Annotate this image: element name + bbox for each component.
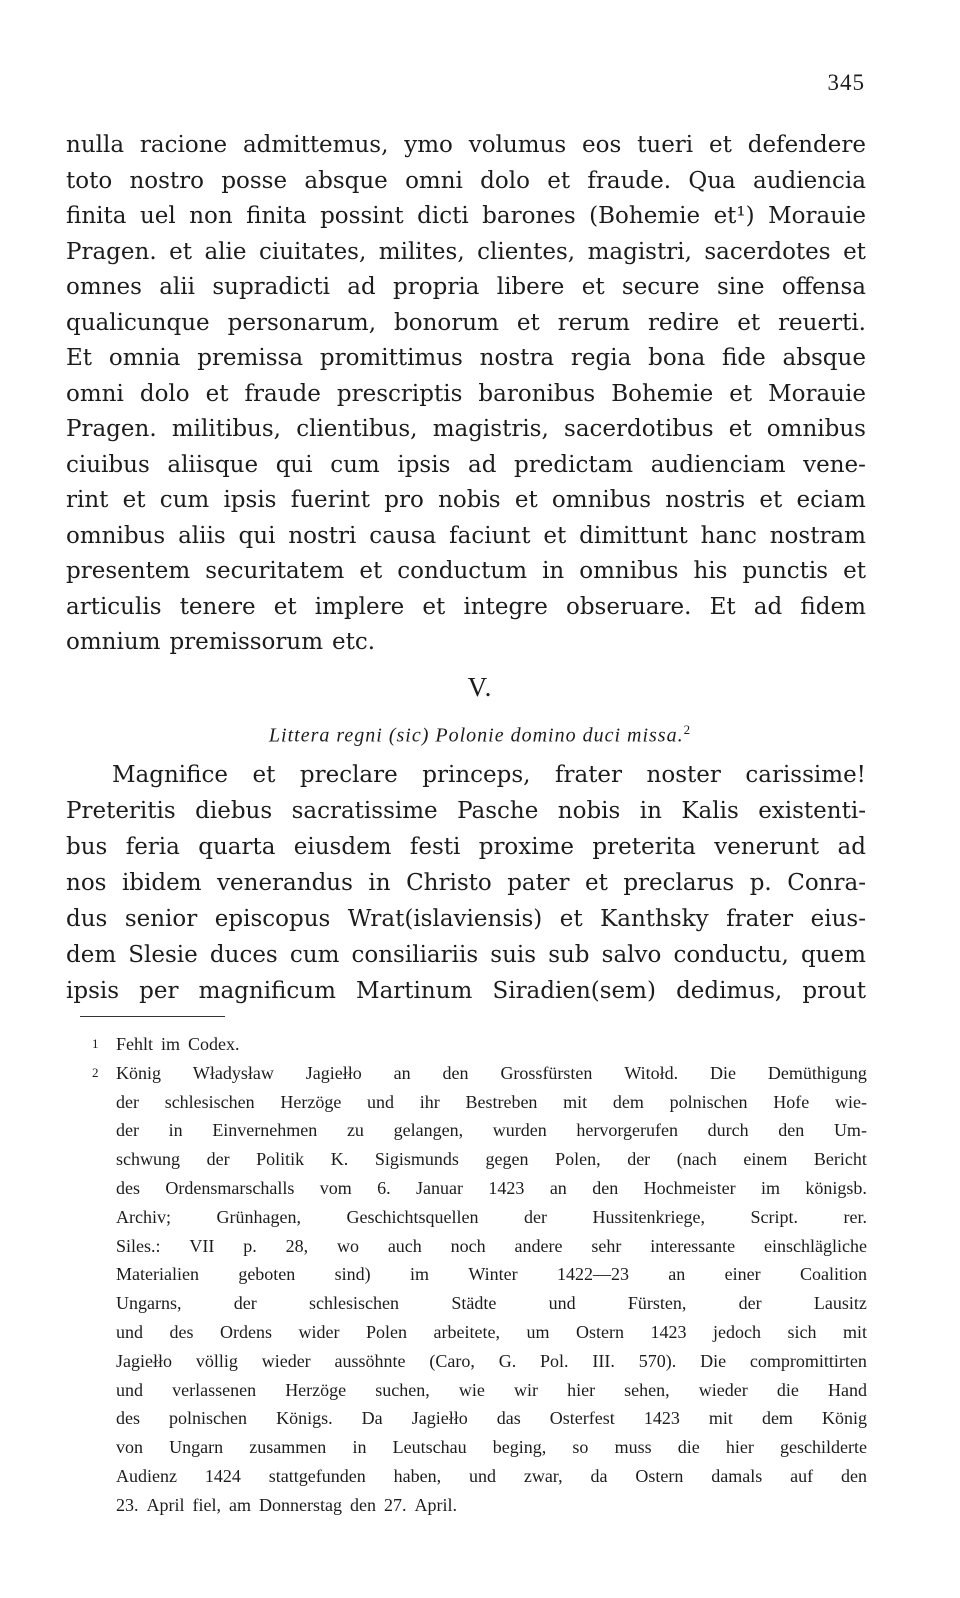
- text-line: articulis tenere et implere et integre obseruare. Et ad fidem: [66, 593, 866, 620]
- section-heading: V.: [467, 672, 493, 702]
- footnote-line: des Ordensmarschalls vom 6. Januar 1423 an den Hochmeister im königsb.: [116, 1177, 867, 1198]
- footnote-line: von Ungarn zusammen in Leutschau beging, so muss die hier geschilderte: [116, 1437, 867, 1458]
- footnote-line: Ungarns, der schlesischen Städte und Fürsten, der Lausitz: [116, 1293, 867, 1314]
- footnote-mark: 2: [92, 1064, 99, 1080]
- footnote-line: des polnischen Königs. Da Jagiełło das Osterfest 1423 mit dem König: [116, 1408, 867, 1429]
- letter-line: dem Slesie duces cum consiliariis suis sub salvo conductu, quem: [66, 942, 866, 968]
- text-line: qualicunque personarum, bonorum et rerum redire et reuerti.: [66, 309, 866, 336]
- text-line: ciuibus aliisque qui cum ipsis ad predictam audienciam vene-: [66, 451, 866, 478]
- text-line: omnium premissorum etc.: [66, 629, 376, 655]
- footnote-1: [92, 1030, 867, 1059]
- footnote-line: der in Einvernehmen zu gelangen, wurden hervorgerufen durch den Um-: [116, 1120, 867, 1141]
- footnote-2: [92, 1059, 867, 1520]
- text-line: toto nostro posse absque omni dolo et fraude. Qua audiencia: [66, 167, 866, 194]
- text-line: Pragen. et alie ciuitates, milites, clientes, magistri, sacerdotes et: [66, 238, 866, 265]
- text-line: Pragen. militibus, clientibus, magistris, sacerdotibus et omnibus: [66, 416, 866, 442]
- text-line: nulla racione admittemus, ymo volumus eos tueri et defendere: [66, 132, 866, 158]
- text-line: rint et cum ipsis fuerint pro nobis et omnibus nostris et eciam: [66, 487, 866, 513]
- letter-line: bus feria quarta eiusdem festi proxime preterita venerunt ad: [66, 834, 866, 860]
- footnotes: [92, 1030, 867, 1520]
- footnote-line: Audienz 1424 stattgefunden haben, und zwar, da Ostern damals auf den: [116, 1465, 867, 1486]
- text-line: omnibus aliis qui nostri causa faciunt et dimittunt hanc nostram: [66, 522, 866, 549]
- letter-caption-text: Littera regni (sic) Polonie domino duci missa.: [268, 724, 684, 747]
- footnote-line: und des Ordens wider Polen arbeitete, um Ostern 1423 jedoch sich mit: [116, 1321, 867, 1342]
- footnote-line: Archiv; Grünhagen, Geschichtsquellen der Hussitenkriege, Script. rer.: [116, 1206, 867, 1227]
- text-line: omni dolo et fraude prescriptis baronibus Bohemie et Morauie: [66, 380, 866, 407]
- text-line: presentem securitatem et conductum in omnibus his punctis et: [66, 558, 866, 584]
- footnote-line: der schlesischen Herzöge und ihr Bestreben mit dem polnischen Hofe wie-: [116, 1091, 867, 1112]
- letter-line: nos ibidem venerandus in Christo pater et preclarus p. Conra-: [66, 870, 866, 896]
- footnote-line: und verlassenen Herzöge suchen, wie wir hier sehen, wieder die Hand: [116, 1379, 867, 1400]
- letter-line: dus senior episcopus Wrat(islaviensis) et Kanthsky frater eius-: [66, 906, 866, 932]
- footnote-line: Jagiełło völlig wieder aussöhnte (Caro, G. Pol. III. 570). Die compromittirten: [116, 1350, 867, 1371]
- text-line: omnes alii supradicti ad propria libere et secure sine offensa: [66, 274, 866, 300]
- footnote-divider: [80, 1016, 225, 1017]
- footnote-line: Fehlt im Codex.: [116, 1034, 240, 1054]
- letter-text-block: [66, 757, 866, 1009]
- page-number: 345: [827, 70, 865, 95]
- footnote-line: 23. April fiel, am Donnerstag den 27. April.: [116, 1494, 457, 1515]
- footnote-line: Materialien geboten sind) im Winter 1422—23 an einer Coalition: [116, 1264, 867, 1285]
- footnote-line: schwung der Politik K. Sigismunds gegen Polen, der (nach einem Bericht: [116, 1149, 867, 1170]
- footnote-line: Siles.: VII p. 28, wo auch noch andere sehr interessante einschlägliche: [116, 1235, 867, 1256]
- text-line: finita uel non finita possint dicti barones (Bohemie et¹) Morauie: [66, 203, 866, 229]
- footnote-line: König Władysław Jagiełło an den Grossfürsten Witołd. Die Demüthigung: [116, 1062, 867, 1083]
- footnote-reference: 2: [683, 722, 692, 737]
- letter-line: Magnifice et preclare princeps, frater noster carissime!: [112, 762, 866, 788]
- footnote-mark: 1: [92, 1036, 99, 1051]
- letter-line: Preteritis diebus sacratissime Pasche nobis in Kalis existenti-: [66, 798, 866, 824]
- text-line: Et omnia premissa promittimus nostra regia bona fide absque: [66, 345, 866, 371]
- letter-caption: [0, 722, 960, 748]
- letter-line: ipsis per magnificum Martinum Siradien(sem) dedimus, prout: [66, 978, 866, 1004]
- main-text-block: [66, 128, 866, 661]
